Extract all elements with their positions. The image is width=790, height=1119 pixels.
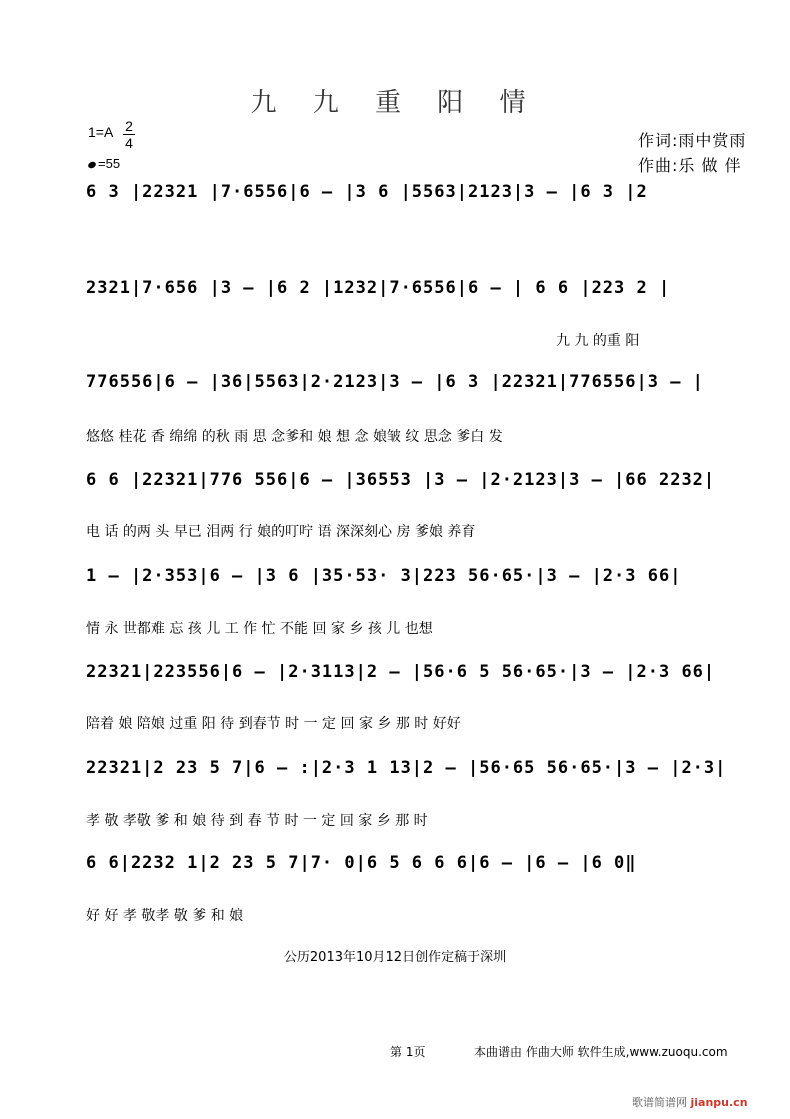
composer-credit: 作曲:乐 做 伴 [638, 156, 742, 175]
lyricist-credit: 作词:雨中赏雨 [638, 131, 747, 150]
staff-line-4: 6 6 |22321|776 556|6 – |36553 |3 – |2·2123|3 – |66 2232| [86, 470, 716, 490]
staff-line-1: 6 3 |22321 |7·6556|6 – |3 6 |5563|2123|3 – |6 3 |2 [86, 182, 648, 202]
staff-line-6: 22321|223556|6 – |2·3113|2 – |56·6 5 56·65·|3 – |2·3 66| [86, 662, 716, 682]
lyric-line-2: 九 九 的重 阳 [556, 333, 640, 349]
lyric-line-4: 电 话 的两 头 早已 泪两 行 娘的叮咛 语 深深刻心 房 爹娘 养育 [86, 524, 476, 540]
tempo-value: =55 [98, 156, 121, 171]
watermark-text: 歌谱简谱网 [632, 1096, 687, 1109]
score-title: 九 九 重 阳 情 [250, 88, 540, 118]
watermark-site: jianpu.cn [690, 1096, 748, 1109]
composition-date: 公历2013年10月12日创作定稿于深圳 [283, 950, 507, 965]
page-number: 第 1页 [390, 1045, 426, 1059]
lyric-line-5: 情 永 世都难 忘 孩 儿 工 作 忙 不能 回 家 乡 孩 儿 也想 [86, 621, 433, 637]
generator-note: 本曲谱由 作曲大师 软件生成,www.zuoqu.com [474, 1045, 728, 1059]
quarter-note-icon [87, 160, 97, 169]
time-signature-bottom: 4 [125, 135, 133, 151]
watermark [632, 1094, 748, 1110]
lyric-line-8: 好 好 孝 敬孝 敬 爹 和 娘 [86, 908, 244, 924]
staff-line-8: 6 6|2232 1|2 23 5 7|7· 0|6 5 6 6 6|6 – |6 – |6 0‖ [86, 853, 637, 873]
time-signature [122, 118, 136, 151]
staff-line-7: 22321|2 23 5 7|6 – :|2·3 1 13|2 – |56·65 56·65·|3 – |2·3| [86, 758, 727, 778]
staff-line-5: 1 – |2·353|6 – |3 6 |35·53· 3|223 56·65·|3 – |2·3 66| [86, 566, 682, 586]
staff-line-2: 2321|7·656 |3 – |6 2 |1232|7·6556|6 – | 6 6 |223 2 | [86, 278, 671, 298]
lyric-line-7: 孝 敬 孝敬 爹 和 娘 待 到 春 节 时 一 定 回 家 乡 那 时 [86, 813, 428, 829]
time-signature-top: 2 [125, 118, 133, 134]
lyric-line-6: 陪着 娘 陪娘 过重 阳 待 到春节 时 一 定 回 家 乡 那 时 好好 [86, 716, 461, 732]
key-signature: 1=A [88, 124, 114, 140]
lyric-line-3: 悠悠 桂花 香 绵绵 的秋 雨 思 念爹和 娘 想 念 娘皱 纹 思念 爹白 发 [86, 429, 503, 445]
tempo-marking [88, 156, 120, 171]
staff-line-3: 776556|6 – |36|5563|2·2123|3 – |6 3 |22321|776556|3 – | [86, 372, 704, 392]
